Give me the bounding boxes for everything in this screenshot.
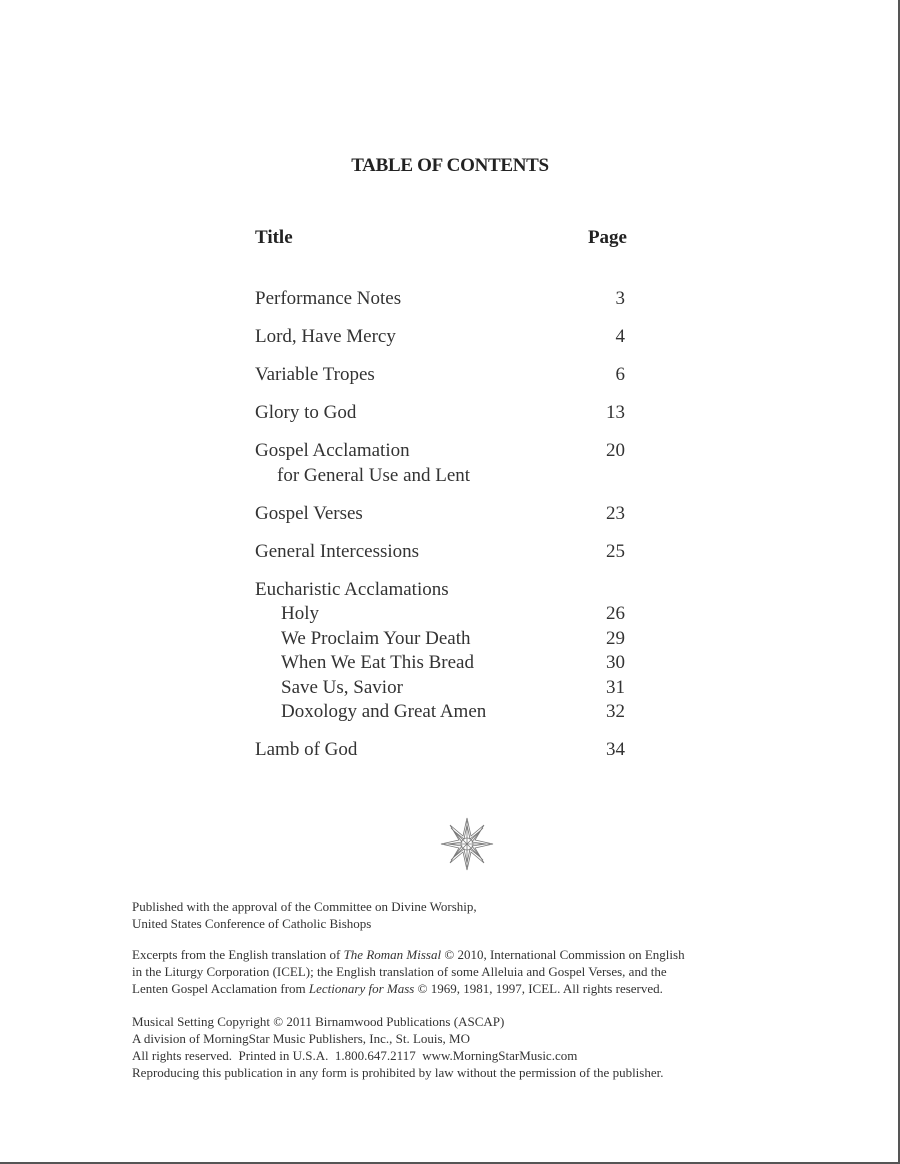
entry-page: 4	[615, 326, 625, 347]
approval-line: United States Conference of Catholic Bishops	[132, 916, 372, 931]
entry-title: Eucharistic Acclamations	[255, 578, 449, 600]
toc-entry	[255, 540, 627, 565]
excerpts-text: Lenten Gospel Acclamation from	[132, 981, 309, 996]
star-ornament-icon	[440, 817, 494, 871]
entry-title: Gospel Verses	[255, 502, 363, 524]
subentry-title: Holy	[281, 603, 319, 624]
subentry-title: Save Us, Savior	[281, 676, 403, 698]
subentry-page: 29	[606, 627, 625, 649]
copyright-line: Musical Setting Copyright © 2011 Birnamwood Publications (ASCAP)	[132, 1014, 505, 1029]
toc-subentry	[255, 602, 627, 627]
book-title: Lectionary for Mass	[308, 981, 415, 996]
entry-page: 20	[606, 440, 625, 461]
entry-title: Glory to God	[255, 402, 357, 423]
entry-title: Gospel Acclamation	[255, 440, 410, 461]
toc-entry	[255, 439, 627, 488]
subentry-title: When We Eat This Bread	[281, 652, 474, 673]
excerpts-text: Excerpts from the English translation of	[132, 947, 344, 962]
table-of-contents	[255, 287, 627, 776]
entry-page: 13	[606, 402, 625, 423]
approval-line: Published with the approval of the Committee on Divine Worship,	[132, 899, 477, 914]
entry-title: Variable Tropes	[255, 364, 375, 385]
page-column-header: Page	[587, 227, 627, 248]
toc-subentry	[255, 700, 627, 725]
toc-entry	[255, 738, 627, 763]
excerpts-line: in the Liturgy Corporation (ICEL); the English translation of some Alleluia and Gospel Verses, and the	[132, 964, 667, 979]
book-title: The Roman Missal	[343, 947, 442, 962]
page-title: TABLE OF CONTENTS	[351, 155, 549, 176]
entry-title: Lord, Have Mercy	[255, 326, 396, 347]
toc-entry	[255, 363, 627, 388]
approval-notice	[132, 898, 782, 932]
toc-entry	[255, 502, 627, 527]
toc-column-headers	[255, 227, 627, 249]
entry-title: Performance Notes	[255, 288, 402, 309]
subentry-page: 31	[606, 676, 625, 698]
excerpts-notice	[132, 946, 782, 997]
entry-page: 23	[606, 502, 625, 524]
copyright-line: All rights reserved. Printed in U.S.A. 1.800.647.2117 www.MorningStarMusic.com	[132, 1048, 578, 1063]
excerpts-text: © 1969, 1981, 1997, ICEL. All rights reserved.	[414, 981, 663, 996]
entry-page: 6	[615, 364, 625, 385]
toc-subentry	[255, 651, 627, 676]
copyright-line: A division of MorningStar Music Publishers, Inc., St. Louis, MO	[132, 1031, 471, 1046]
entry-page: 3	[615, 288, 625, 309]
title-column-header: Title	[255, 227, 293, 248]
toc-subentry	[255, 627, 627, 652]
toc-entry-group	[255, 578, 627, 725]
copyright-notice	[132, 1013, 782, 1081]
subentry-page: 30	[606, 652, 625, 673]
entry-title: General Intercessions	[255, 540, 420, 562]
entry-title: Lamb of God	[255, 739, 358, 760]
entry-subtitle: for General Use and Lent	[277, 464, 471, 486]
subentry-title: Doxology and Great Amen	[281, 701, 487, 722]
subentry-page: 26	[606, 603, 625, 624]
entry-page: 25	[606, 540, 625, 562]
toc-entry	[255, 401, 627, 426]
toc-entry	[255, 287, 627, 312]
excerpts-line	[132, 980, 782, 997]
excerpts-text: © 2010, International Commission on English	[441, 947, 685, 962]
entry-page: 34	[606, 739, 625, 760]
subentry-page: 32	[606, 701, 625, 722]
toc-subentry	[255, 676, 627, 701]
copyright-line: Reproducing this publication in any form is prohibited by law without the permission of the publisher.	[132, 1065, 664, 1080]
toc-entry	[255, 325, 627, 350]
excerpts-line	[132, 946, 782, 963]
subentry-title: We Proclaim Your Death	[281, 627, 471, 649]
